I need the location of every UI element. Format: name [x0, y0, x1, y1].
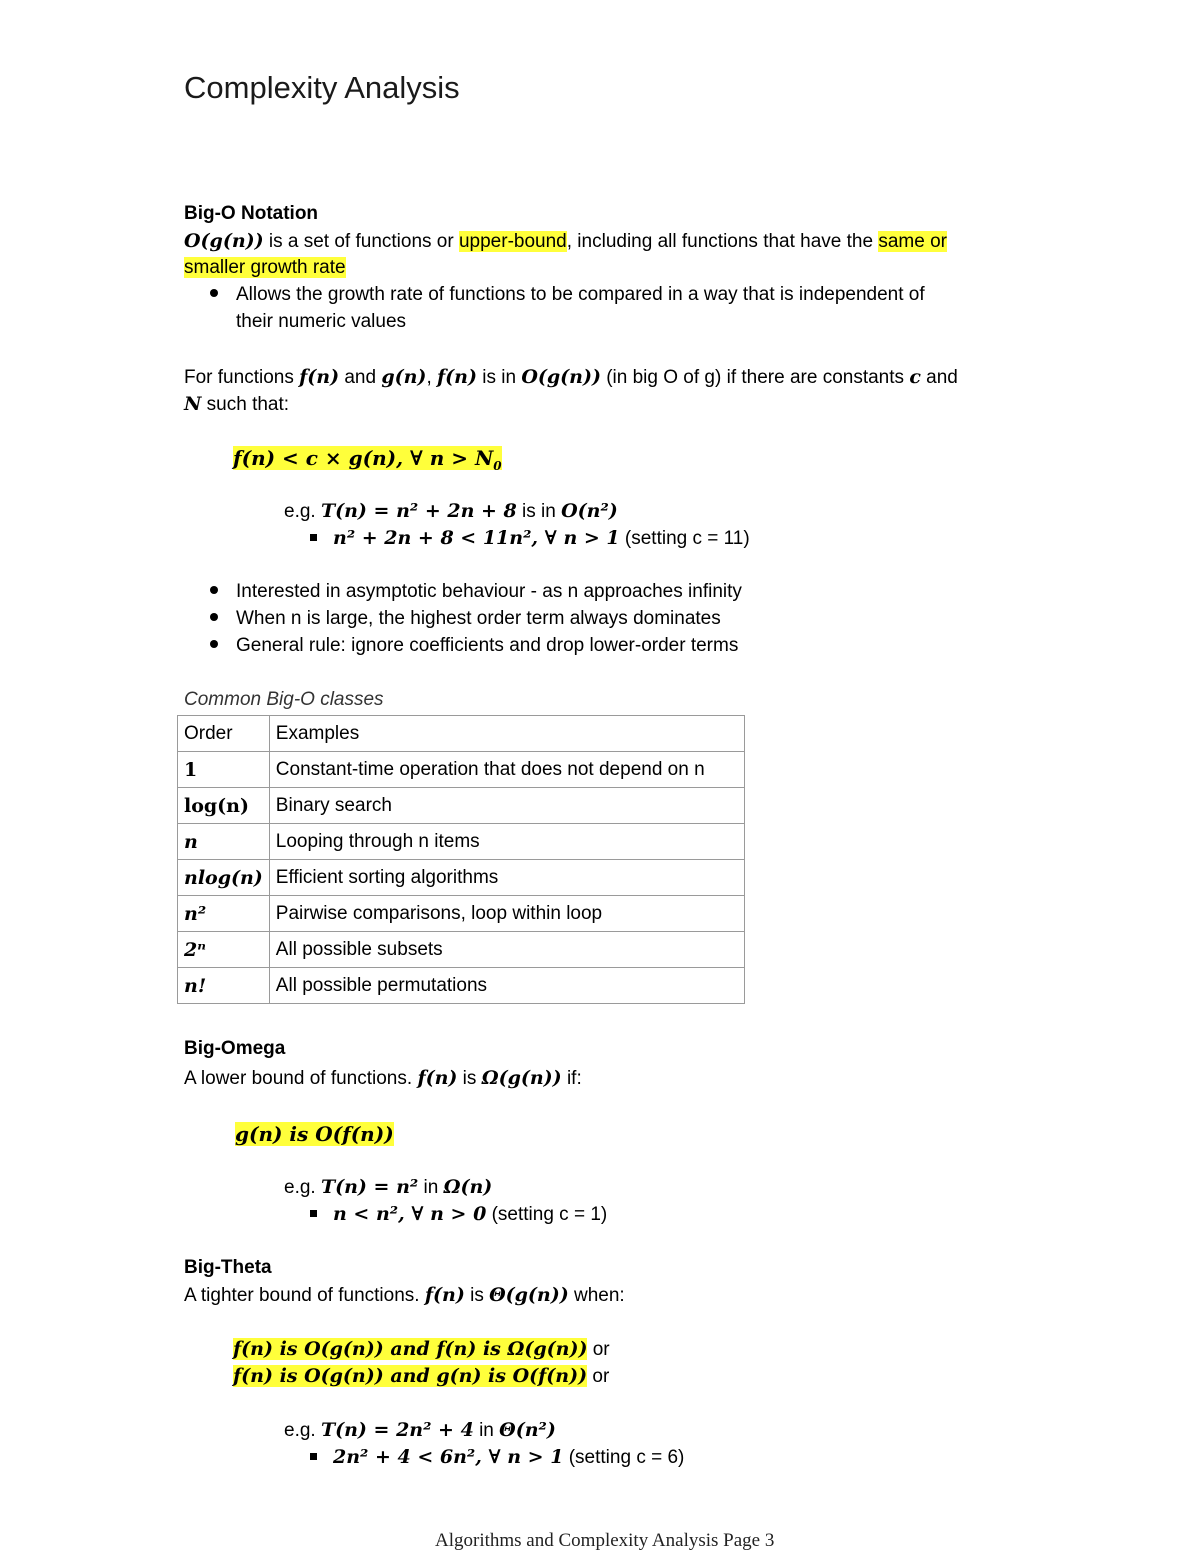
for-comma: ,	[426, 367, 437, 388]
theta-or: or	[587, 1339, 610, 1360]
for-c: c	[909, 366, 921, 388]
theta-eg-prefix: e.g.	[284, 1420, 321, 1441]
bigo-bullet4	[210, 635, 738, 657]
table-cell-example: Efficient sorting algorithms	[269, 860, 744, 896]
table-cell-example: All possible subsets	[269, 932, 744, 968]
theta-eg-sub-math: 2n² + 4 < 6n², ∀ n > 1	[333, 1446, 564, 1468]
bullet-icon	[210, 613, 218, 621]
table-cell-order: n²	[178, 896, 270, 932]
for-g: g(n)	[381, 366, 427, 388]
bigo-eg-sub-text: (setting c = 11)	[619, 528, 750, 549]
omega-example	[284, 1176, 492, 1199]
table-cell-order: n!	[178, 968, 270, 1004]
bigo-example-sub	[310, 527, 750, 550]
theta-definition	[184, 1284, 625, 1307]
omega-formula-hl: g(n) is O(f(n))	[235, 1122, 394, 1146]
bigo-eg-sub-math: n² + 2n + 8 < 11n², ∀ n > 1	[333, 527, 620, 549]
bigo-example	[284, 500, 618, 523]
bullet-icon	[210, 640, 218, 648]
bigo-eg-O: O(n²)	[561, 500, 618, 522]
table-cell-order: log(n)	[178, 788, 270, 824]
bigo-bullet3	[210, 608, 721, 630]
omega-example-sub	[310, 1203, 607, 1226]
table-header-order: Order	[178, 716, 270, 752]
theta-def-text: A tighter bound of functions.	[184, 1285, 425, 1306]
bigo-bullet-text: Interested in asymptotic behaviour - as n approaches infinity	[236, 581, 742, 602]
bigo-formula-sub: 0	[493, 459, 502, 473]
bigo-bullet1-line1: Allows the growth rate of functions to be compared in a way that is independent of	[236, 284, 925, 305]
table-row	[178, 788, 745, 824]
table-row	[178, 752, 745, 788]
omega-definition	[184, 1067, 582, 1090]
omega-def-f: f(n)	[417, 1067, 458, 1089]
bigo-formula-text: f(n) < c × g(n), ∀ n > N	[233, 446, 494, 470]
bigo-bullet-text: General rule: ignore coefficients and drop lower-order terms	[236, 635, 739, 656]
theta-formula1	[233, 1338, 610, 1361]
table-cell-example: Constant-time operation that does not depend on n	[269, 752, 744, 788]
for-N: N	[184, 393, 202, 415]
theta-eg-math: T(n) = 2n² + 4	[320, 1419, 474, 1441]
bigo-eg-prefix: e.g.	[284, 501, 321, 522]
table-cell-order: 1	[178, 752, 270, 788]
theta-example	[284, 1419, 556, 1442]
theta-or: or	[587, 1366, 610, 1387]
theta-heading: Big-Theta	[184, 1257, 272, 1278]
theta-eg-theta: Θ(n²)	[499, 1419, 556, 1441]
table-row	[178, 932, 745, 968]
omega-eg-prefix: e.g.	[284, 1177, 321, 1198]
highlight-smaller-growth: smaller growth rate	[184, 257, 346, 278]
bigo-bullet1	[210, 284, 925, 306]
bullet-icon	[210, 586, 218, 594]
table-cell-order: 2ⁿ	[178, 932, 270, 968]
for-text3: such that:	[201, 394, 290, 415]
omega-eg-sub-text: (setting c = 1)	[486, 1204, 608, 1225]
table-caption: Common Big-O classes	[184, 689, 384, 710]
bigo-definition-line2	[184, 257, 346, 279]
theta-formula2-hl: f(n) is O(g(n)) and g(n) is O(f(n))	[233, 1365, 588, 1387]
theta-eg-in: in	[473, 1420, 500, 1441]
for-and2: and	[920, 367, 958, 388]
highlight-upper-bound: upper-bound	[458, 231, 567, 252]
table-row	[178, 896, 745, 932]
square-bullet-icon	[310, 534, 317, 541]
table-cell-order: nlog(n)	[178, 860, 270, 896]
theta-eg-sub-text: (setting c = 6)	[563, 1447, 685, 1468]
bigo-eg-math: T(n) = n² + 2n + 8	[320, 500, 517, 522]
for-and: and	[339, 367, 382, 388]
table-row	[178, 824, 745, 860]
omega-eg-in: in	[418, 1177, 444, 1198]
omega-heading: Big-Omega	[184, 1038, 286, 1059]
table-cell-order: n	[178, 824, 270, 860]
theta-formula1-hl: f(n) is O(g(n)) and f(n) is Ω(g(n))	[233, 1338, 588, 1360]
page-title: Complexity Analysis	[184, 70, 460, 105]
for-isin: is in	[476, 367, 522, 388]
table-cell-example: Binary search	[269, 788, 744, 824]
bigo-heading: Big-O Notation	[184, 203, 319, 224]
square-bullet-icon	[310, 1453, 317, 1460]
theta-def-is: is	[464, 1285, 490, 1306]
theta-formula2	[233, 1365, 609, 1388]
bigo-formula	[233, 446, 502, 471]
omega-def-is: is	[457, 1068, 482, 1089]
bigo-def-text1: is a set of functions or	[263, 231, 459, 252]
bigo-bullet2	[210, 581, 742, 603]
highlight-same-or: same or	[878, 231, 947, 252]
bigo-bullet1-line2: their numeric values	[236, 311, 407, 332]
table-header-examples: Examples	[269, 716, 744, 752]
bullet-icon	[210, 289, 218, 297]
for-text2: (in big O of g) if there are constants	[600, 367, 910, 388]
table-cell-example: Looping through n items	[269, 824, 744, 860]
omega-eg-sub-math: n < n², ∀ n > 0	[333, 1203, 487, 1225]
table-cell-example: All possible permutations	[269, 968, 744, 1004]
bigo-eg-isin: is in	[516, 501, 562, 522]
table-header-row	[178, 716, 745, 752]
bigo-for-functions	[184, 366, 958, 389]
for-f: f(n)	[299, 366, 340, 388]
bigo-formula-hl	[233, 446, 502, 473]
omega-eg-omega: Ω(n)	[443, 1176, 493, 1198]
omega-eg-math: T(n) = n²	[320, 1176, 419, 1198]
big-o-classes-table	[177, 715, 745, 1004]
omega-def-math: Ω(g(n))	[481, 1067, 562, 1089]
square-bullet-icon	[310, 1210, 317, 1217]
for-f2: f(n)	[437, 366, 477, 388]
theta-def-math: Θ(g(n))	[489, 1284, 569, 1306]
bigo-def-text2: , including all functions that have the	[566, 231, 879, 252]
bigo-bullet-text: When n is large, the highest order term always dominates	[236, 608, 721, 629]
bigo-for-line2	[184, 393, 289, 416]
omega-def-text: A lower bound of functions.	[184, 1068, 418, 1089]
page-footer: Algorithms and Complexity Analysis Page 3	[435, 1530, 775, 1551]
for-text1: For functions	[184, 367, 300, 388]
theta-example-sub	[310, 1446, 684, 1469]
table-row	[178, 860, 745, 896]
bigo-def-math: O(g(n))	[184, 230, 264, 252]
table-cell-example: Pairwise comparisons, loop within loop	[269, 896, 744, 932]
omega-def-if: if:	[561, 1068, 582, 1089]
for-O: O(g(n))	[521, 366, 601, 388]
theta-def-when: when:	[568, 1285, 625, 1306]
theta-def-f: f(n)	[424, 1284, 465, 1306]
omega-formula	[235, 1122, 394, 1147]
bigo-definition	[184, 230, 947, 253]
table-row	[178, 968, 745, 1004]
